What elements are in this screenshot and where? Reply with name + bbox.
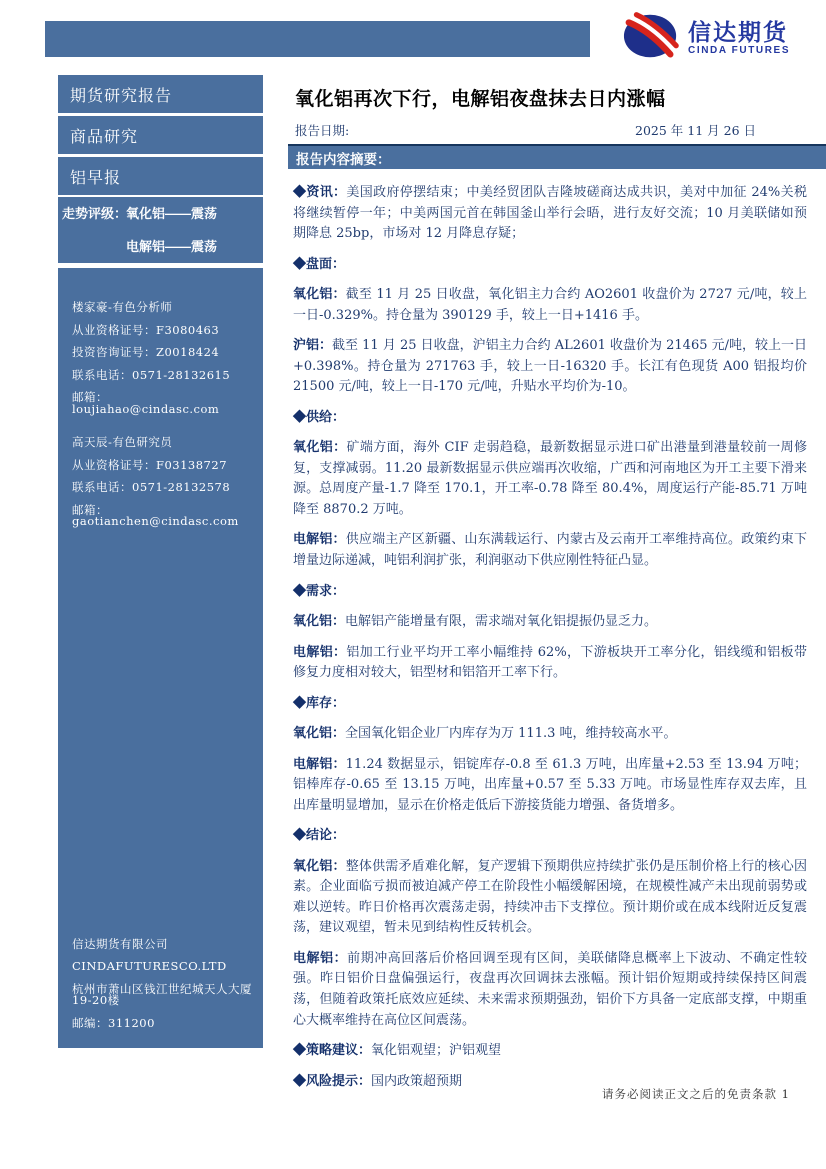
analyst-info-line: 联系电话：0571-28132578 <box>72 480 231 494</box>
summary-paragraph <box>293 948 807 1031</box>
summary-paragraph <box>293 856 807 939</box>
report-date-value: 2025 年 11 月 26 日 <box>635 123 756 138</box>
report-date-row <box>295 121 800 139</box>
paragraph-lead: ◆结论： <box>293 827 346 843</box>
analyst-info-line: 高天辰-有色研究员 <box>72 435 173 449</box>
paragraph-body: 电解铝产能增量有限，需求端对氧化铝提振仍显乏力。 <box>345 614 658 630</box>
paragraph-lead: ◆盘面： <box>293 255 346 271</box>
paragraph-lead: ◆需求： <box>293 582 346 598</box>
paragraph-lead: ◆策略建议： <box>293 1042 372 1058</box>
trend-rating-label: 走势评级： <box>62 206 128 221</box>
company-info-line: CINDAFUTURESCO.LTD <box>72 959 227 973</box>
paragraph-body: 全国氧化铝企业厂内库存为万 111.3 吨，维持较高水平。 <box>345 726 677 742</box>
trend-rating-spacer <box>62 236 126 255</box>
paragraph-lead: 氧化铝： <box>293 725 346 741</box>
summary-content <box>293 182 807 1101</box>
company-info-line: 信达期货有限公司 <box>72 936 168 951</box>
summary-paragraph <box>293 335 807 398</box>
company-info-block <box>72 936 255 1041</box>
paragraph-lead: 电解铝： <box>293 755 346 771</box>
paragraph-lead: ◆库存： <box>293 694 346 710</box>
paragraph-body: 前期冲高回落后价格回调至现有区间，美联储降息概率上下波动、不确定性较强。昨日铝价日盘偏强运行，夜盘再次回调抹去涨幅。预计铝价短期或持续保持区间震荡，但随着政策托底效应延续、未来需求预期强劲，铝价下方具备一定底部支撑，中期重心大概率维持在高位区间震荡。 <box>293 950 807 1028</box>
paragraph-body: 11.24 数据显示，铝锭库存-0.8 至 61.3 万吨，出库量+2.53 至 13.94 万吨；铝棒库存-0.65 至 13.15 万吨，出库量+0.57 至 5.33 万吨。市场显性库存双去库，且出库量明显增加，显示在价格走低后下游接货能力增强、备货增多。 <box>293 756 807 813</box>
company-info-line: 杭州市萧山区钱江世纪城天人大厦19-20楼 <box>72 981 252 1007</box>
paragraph-lead: 电解铝： <box>293 949 348 965</box>
summary-paragraph <box>293 529 807 571</box>
analyst-info-line: 楼家豪-有色分析师 <box>72 300 173 314</box>
company-info-line: 邮编：311200 <box>72 1015 155 1030</box>
company-logo <box>622 12 814 64</box>
summary-header-bar <box>288 144 826 169</box>
summary-header-label: 报告内容摘要： <box>296 151 391 167</box>
analyst-card <box>72 302 253 415</box>
paragraph-body: 国内政策超预期 <box>371 1073 463 1089</box>
summary-paragraph <box>293 693 807 715</box>
analyst-info-line: 联系电话：0571-28132615 <box>72 367 231 382</box>
summary-paragraph <box>293 284 807 326</box>
summary-paragraph <box>293 254 807 276</box>
paragraph-body: 美国政府停摆结束；中美经贸团队吉隆坡磋商达成共识，美对中加征 24%关税将继续暂停一年；中美两国元首在韩国釜山举行会晤，进行友好交流；10 月美联储如预期降息 25bp，市场对 12 月降息存疑； <box>293 185 807 242</box>
trend-rating-electrolytic-aluminum: 电解铝——震荡 <box>126 239 218 254</box>
sidebar-item-aluminum-morning-report[interactable] <box>58 157 263 195</box>
logo-chinese-name: 信达期货 <box>688 18 788 45</box>
paragraph-lead: 电解铝： <box>293 643 347 659</box>
paragraph-lead: 氧化铝： <box>293 613 346 629</box>
summary-paragraph <box>293 642 807 684</box>
trend-rating-box <box>58 197 263 263</box>
summary-paragraph <box>293 1040 807 1062</box>
sidebar-item-futures-research[interactable] <box>58 75 263 113</box>
summary-paragraph <box>293 754 807 817</box>
paragraph-lead: 电解铝： <box>293 531 346 547</box>
paragraph-lead: 沪铝： <box>293 337 333 353</box>
sidebar-item-label: 期货研究报告 <box>70 87 173 105</box>
paragraph-lead: ◆风险提示： <box>293 1072 372 1088</box>
summary-paragraph <box>293 611 807 633</box>
header-bar <box>45 21 590 57</box>
paragraph-body: 整体供需矛盾难化解，复产逻辑下预期供应持续扩张仍是压制价格上行的核心因素。企业面临亏损而被迫减产停工在阶段性小幅缓解困境，在规模性减产未出现前弱势或难以逆转。昨日价格再次震荡走弱，持续冲击下支撑位。预计期价或在成本线附近反复震荡，建议观望，暂未见到结构性反转机会。 <box>293 858 807 936</box>
report-date-label: 报告日期: <box>295 123 350 138</box>
summary-paragraph <box>293 723 807 745</box>
summary-paragraph <box>293 825 807 847</box>
analyst-list <box>72 302 253 528</box>
paragraph-body: 截至 11 月 25 日收盘，氧化铝主力合约 AO2601 收盘价为 2727 元/吨，较上一日-0.329%。持仓量为 390129 手，较上一日+1416 手。 <box>293 287 807 323</box>
analyst-info-line: 邮箱：gaotianchen@cindasc.com <box>72 502 239 528</box>
summary-paragraph <box>293 437 807 520</box>
paragraph-lead: 氧化铝： <box>293 286 346 302</box>
paragraph-lead: 氧化铝： <box>293 439 347 455</box>
analyst-info-line: 投资咨询证号：Z0018424 <box>72 345 220 359</box>
paragraph-body: 截至 11 月 25 日收盘，沪铝主力合约 AL2601 收盘价为 21465 元/吨，较上一日+0.398%。持仓量为 271763 手，较上一日-16320 手。长江有色现货 A00 铝报均价 21500 元/吨，较上一日-170 元/吨，升贴水平均价为-10。 <box>293 338 807 395</box>
analyst-info-box <box>58 268 263 1048</box>
analyst-info-line: 从业资格证号：F3080463 <box>72 322 220 337</box>
paragraph-lead: ◆供给： <box>293 408 346 424</box>
analyst-info-line: 邮箱：loujiahao@cindasc.com <box>72 390 220 416</box>
disclaimer-footer: 请务必阅读正文之后的免责条款 1 <box>602 1087 790 1101</box>
paragraph-body: 供应端主产区新疆、山东满载运行、内蒙古及云南开工率维持高位。政策约束下增量边际递减，吨铝利润扩张，利润驱动下供应刚性特征凸显。 <box>293 532 807 568</box>
paragraph-lead: ◆资讯： <box>293 184 347 199</box>
trend-rating-alumina: 氧化铝——震荡 <box>126 206 218 221</box>
paragraph-lead: 氧化铝： <box>293 857 346 873</box>
analyst-info-line: 从业资格证号：F03138727 <box>72 457 228 472</box>
analyst-card <box>72 437 253 528</box>
sidebar-item-label: 商品研究 <box>70 128 139 146</box>
cinda-globe-icon <box>622 11 680 66</box>
paragraph-body: 氧化铝观望；沪铝观望 <box>371 1043 502 1059</box>
summary-paragraph <box>293 581 807 603</box>
sidebar-item-commodity-research[interactable] <box>58 116 263 154</box>
paragraph-body: 矿端方面，海外 CIF 走弱趋稳，最新数据显示进口矿出港量到港量较前一周修复，支撑减弱。11.20 最新数据显示供应端再次收缩，广西和河南地区为开工主要下滑来源。总周度产量-1.7 降至 170.1，开工率-0.78 降至 80.4%，周度运行产能-85.71 万吨降至 8870.2 万吨。 <box>293 440 807 517</box>
summary-paragraph <box>293 407 807 429</box>
summary-paragraph <box>293 182 807 245</box>
page-title: 氧化铝再次下行，电解铝夜盘抹去日内涨幅 <box>295 89 666 110</box>
logo-english-name: CINDA FUTURES <box>688 44 791 56</box>
paragraph-body: 铝加工行业平均开工率小幅维持 62%，下游板块开工率分化，铝线缆和铝板带修复力度相对较大，铝型材和铝箔开工率下行。 <box>293 644 807 681</box>
sidebar-item-label: 铝早报 <box>70 169 122 187</box>
